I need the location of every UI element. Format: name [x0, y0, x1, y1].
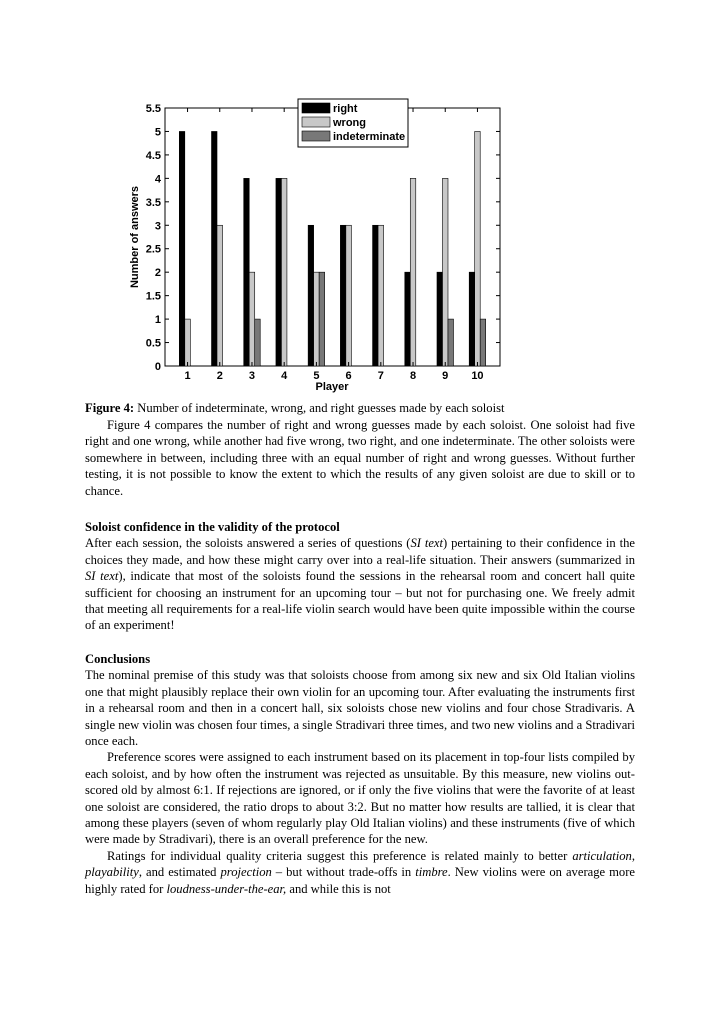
bar-indeterminate-player-9 [448, 319, 454, 366]
x-tick-label: 10 [471, 370, 484, 382]
x-axis-label: Player [315, 381, 349, 393]
italic-term: articulation [572, 848, 632, 863]
y-axis-label: Number of answers [129, 185, 141, 289]
bar-indeterminate-player-3 [255, 319, 261, 366]
x-tick-label: 7 [377, 370, 384, 382]
italic-term: timbre [415, 865, 448, 880]
bar-right-player-7 [373, 225, 379, 366]
paragraph: Figure 4 compares the number of right and wrong guesses made by each soloist. One soloist had five right and one wrong, while another had five wrong, two right, and one indeterminate. The other soloists were somewhere in between, including three with an equal number of right and wrong guesses. Without further testing, it is not possible to know the extent to which the results of any given soloist are due to skill or to chance. [85, 418, 635, 498]
si-text-ref: SI text [410, 536, 444, 551]
text-segment: – but without trade-offs in [271, 865, 416, 880]
y-tick-label: 4 [154, 173, 161, 186]
y-tick-label: 2.5 [145, 243, 161, 256]
legend-swatch-wrong [302, 117, 330, 127]
section-conclusions [85, 651, 635, 897]
section-heading: Soloist confidence in the validity of the protocol [85, 520, 340, 534]
bar-wrong-player-2 [217, 225, 223, 366]
x-tick-label: 8 [409, 370, 417, 382]
x-tick-label: 9 [442, 370, 449, 382]
x-tick-label: 4 [281, 370, 288, 382]
bar-wrong-player-10 [475, 131, 481, 366]
y-tick-label: 1 [154, 314, 161, 327]
bar-right-player-3 [244, 178, 250, 366]
y-tick-label: 5 [154, 126, 161, 139]
text-segment: , and estimated [138, 865, 221, 880]
y-tick-label: 0 [154, 361, 161, 373]
section-heading: Conclusions [85, 652, 151, 666]
bar-wrong-player-7 [378, 225, 384, 366]
y-tick-label: 4.5 [145, 149, 161, 162]
bar-wrong-player-9 [442, 178, 448, 366]
caption-label: Figure 4: [85, 401, 135, 415]
legend-swatch-indeterminate [302, 131, 330, 141]
figure-caption [85, 400, 645, 416]
bar-right-player-1 [179, 131, 185, 366]
bar-right-player-6 [340, 225, 346, 366]
legend-label-right: right [333, 103, 358, 115]
italic-term: playability [85, 865, 139, 880]
x-tick-label: 5 [313, 370, 320, 382]
y-tick-label: 5.5 [145, 103, 161, 115]
section-confidence [85, 519, 635, 634]
bar-right-player-8 [405, 272, 411, 366]
paragraph: Preference scores were assigned to each instrument based on its placement in top-four lists compiled by each soloist, and by how often the instrument was rejected as unsuitable. By this measure, new violins out-scored old by almost 6:1. If rejections are ignored, or if only the five violins that were the favorite of at least one soloist are considered, the ratio drops to about 3:2. But no matter how results are tallied, it is clear that among these players (seven of whom regularly play Old Italian violins) and these instruments (five of which were made by Stradivari), there is an overall preference for the new. [85, 750, 635, 847]
legend [298, 99, 408, 147]
text-segment: and while this is not [286, 881, 391, 896]
bar-indeterminate-player-5 [319, 272, 325, 366]
bar-wrong-player-3 [249, 272, 255, 366]
bar-wrong-player-8 [410, 178, 416, 366]
x-tick-label: 1 [184, 370, 191, 382]
si-text-ref: SI text [85, 569, 119, 584]
bar-right-player-5 [308, 225, 314, 366]
bar-wrong-player-1 [185, 319, 191, 366]
y-tick-label: 2 [154, 267, 161, 280]
y-tick-label: 3 [154, 220, 161, 233]
bar-chart [120, 98, 510, 398]
italic-term: projection [220, 865, 272, 880]
caption-text: Number of indeterminate, wrong, and right guesses made by each soloist [134, 401, 505, 415]
text-segment: After each session, the soloists answered a series of questions ( [85, 536, 411, 551]
text-segment: , [631, 848, 635, 863]
bar-right-player-4 [276, 178, 282, 366]
bar-wrong-player-5 [314, 272, 320, 366]
x-tick-label: 6 [345, 370, 352, 382]
paragraph [85, 848, 635, 897]
text-segment: Ratings for individual quality criteria suggest this preference is related mainly to better [107, 848, 573, 863]
text-segment: ), indicate that most of the soloists found the sessions in the rehearsal room and concert hall quite sufficient for choosing an instrument for an upcoming tour – but not for purchasing one. We freely admit that meeting all requirements for a real-life violin search would have been quite impossible within the course of an experiment! [85, 569, 635, 633]
y-tick-label: 1.5 [145, 290, 161, 303]
text-segment: ) pertaining to their confidence in the choices they made, and how these might carry over into a real-life situation. Their answers (summarized in [85, 536, 635, 567]
bar-right-player-2 [212, 131, 218, 366]
paragraph: The nominal premise of this study was that soloists choose from among six new and six Old Italian violins one that might plausibly replace their own violin for an upcoming tour. After evaluating the instruments first in a rehearsal room and then in a concert hall, six soloists chose new violins and four chose Stradivaris. A single new violin was chosen four times, a single Stradivari three times, and two new violins and a Stradivari once each. [85, 668, 635, 749]
bar-wrong-player-6 [346, 225, 352, 366]
paragraph-figure4 [85, 417, 635, 499]
bar-indeterminate-player-10 [480, 319, 486, 366]
italic-term: loudness-under-the-ear, [166, 881, 287, 896]
bar-wrong-player-4 [281, 178, 287, 366]
bar-right-player-10 [469, 272, 475, 366]
legend-swatch-right [302, 103, 330, 113]
legend-label-wrong: wrong [333, 117, 366, 129]
paragraph [85, 535, 635, 633]
x-tick-label: 3 [248, 370, 256, 382]
text-segment: . New violins were on average more highly rated for [85, 865, 635, 896]
bar-right-player-9 [437, 272, 443, 366]
legend-label-indeterminate: indeterminate [333, 131, 406, 143]
x-tick-label: 2 [216, 370, 223, 382]
y-tick-label: 3.5 [145, 196, 161, 209]
y-tick-label: 0.5 [145, 337, 161, 350]
